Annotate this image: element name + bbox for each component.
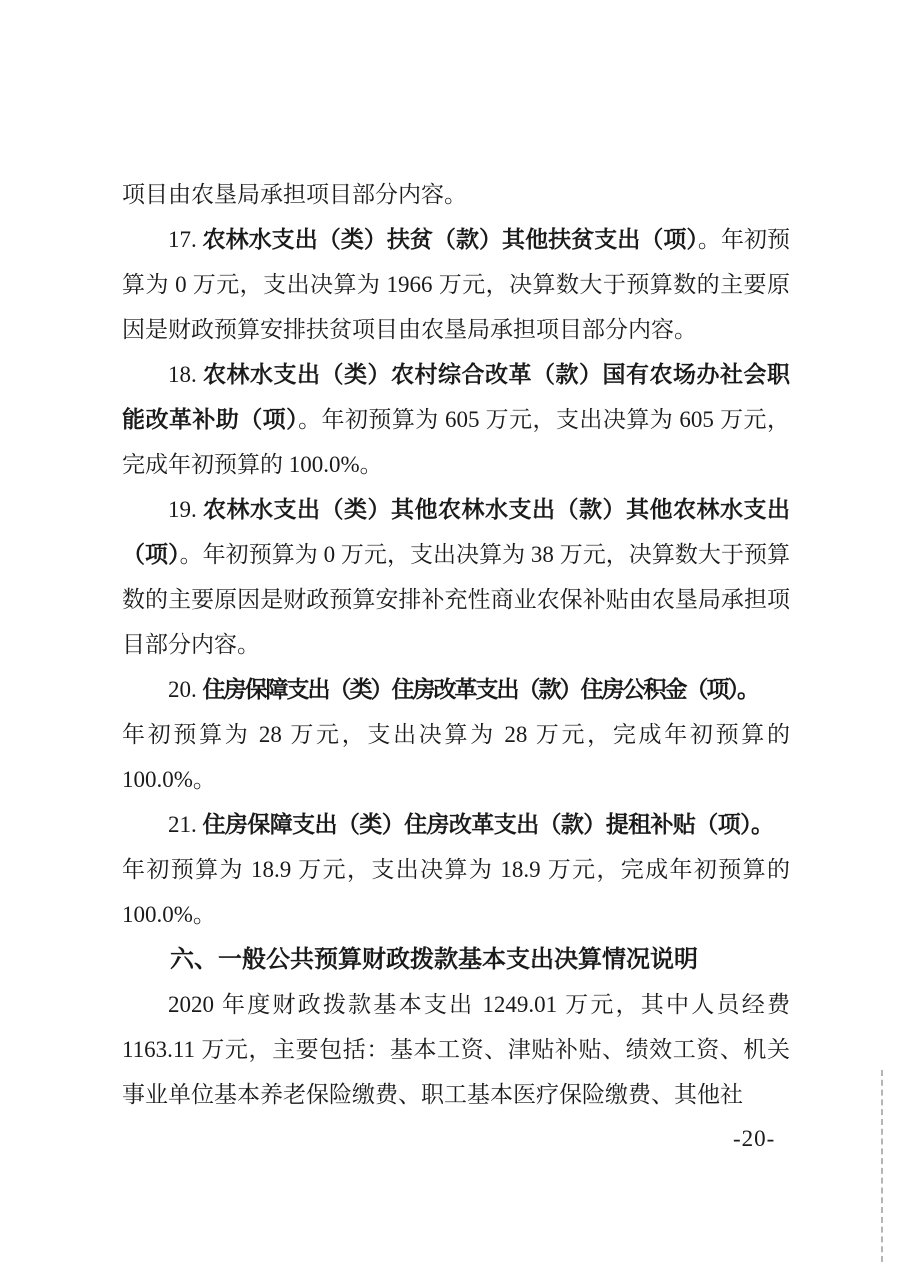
paragraph-group-items	[122, 172, 790, 937]
expenditure-item-title: 农林水支出（类）扶贫（款）其他扶贫支出（项）	[202, 227, 698, 252]
expenditure-item-title: 住房保障支出（类）住房改革支出（款）提租补贴（项）。	[202, 812, 774, 837]
paragraph-group-summary	[122, 982, 790, 1117]
paragraph-text: 20.	[168, 677, 203, 702]
paragraph-text: 18.	[168, 362, 203, 387]
paragraph-text: 项目由农垦局承担项目部分内容。	[122, 182, 467, 207]
body-paragraph	[122, 487, 790, 667]
expenditure-item-title: 住房保障支出（类）住房改革支出（款）住房公积金（项）。	[202, 677, 758, 702]
body-paragraph	[122, 982, 790, 1117]
body-paragraph	[122, 172, 790, 217]
section-heading: 六、一般公共预算财政拨款基本支出决算情况说明	[170, 946, 698, 973]
scan-dashed-line-artifact	[881, 1070, 883, 1262]
body-paragraph	[122, 667, 790, 802]
paragraph-text: 年初预算为 18.9 万元，支出决算为 18.9 万元，完成年初预算的 100.0%。	[122, 857, 790, 927]
paragraph-text: 。年初预算为 0 万元，支出决算为 38 万元，决算数大于预算数的主要原因是财政预算安排补充性商业农保补贴由农垦局承担项目部分内容。	[122, 542, 791, 657]
paragraph-text: 2020 年度财政拨款基本支出 1249.01 万元，其中人员经费 1163.11 万元，主要包括：基本工资、津贴补贴、绩效工资、机关事业单位基本养老保险缴费、职工基本医疗保险缴费、其他社	[122, 992, 790, 1107]
body-paragraph	[122, 217, 790, 352]
paragraph-text: 19.	[168, 497, 203, 522]
body-paragraph	[122, 802, 790, 937]
paragraph-text: 。年初预算为 605 万元，支出决算为 605 万元，完成年初预算的 100.0%。	[122, 407, 791, 477]
paragraph-text: 21.	[168, 812, 203, 837]
document-body	[122, 172, 790, 1117]
expenditure-item-title: 农林水支出（类）其他农林水支出（款）其他农林水支出（项）	[122, 497, 790, 567]
expenditure-item-title: 农林水支出（类）农村综合改革（款）国有农场办社会职能改革补助（项）	[122, 362, 790, 432]
paragraph-text: 17.	[168, 227, 203, 252]
body-paragraph	[122, 352, 790, 487]
paragraph-text: 。年初预算为 0 万元，支出决算为 1966 万元，决算数大于预算数的主要原因是财政预算安排扶贫项目由农垦局承担项目部分内容。	[122, 227, 791, 342]
page-number: -20-	[733, 1126, 776, 1151]
paragraph-text: 年初预算为 28 万元，支出决算为 28 万元，完成年初预算的 100.0%。	[122, 722, 790, 792]
